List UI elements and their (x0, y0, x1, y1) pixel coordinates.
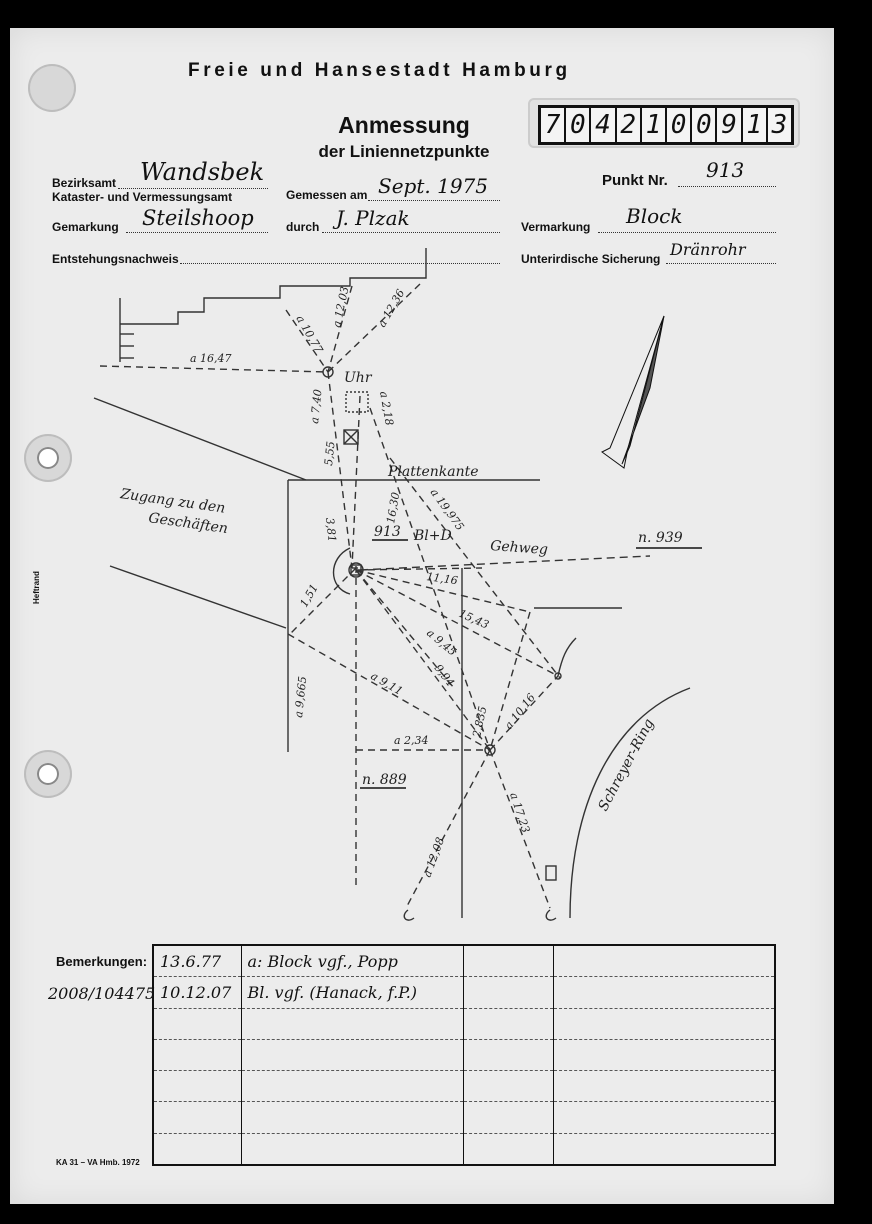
n939-label: n. 939 (638, 530, 683, 546)
code-digit: 9 (717, 108, 742, 142)
remarks-row (153, 977, 775, 1008)
measure-1016: a 10,16 (502, 691, 538, 732)
vermarkung-label: Vermarkung (521, 220, 591, 234)
remarks-row (153, 945, 775, 977)
remark-date (153, 1008, 241, 1039)
code-digit: 4 (591, 108, 616, 142)
punkt-label: Punkt Nr. (602, 172, 668, 189)
code-digit: 2 (617, 108, 642, 142)
remark-text: Bl. vgf. (Hanack, f.P.) (241, 977, 463, 1008)
kataster-label: Kataster- und Vermessungsamt (52, 190, 233, 204)
remark-text: a: Block vgf., Popp (241, 945, 463, 977)
measure-1723: a 17,23 (507, 790, 533, 835)
code-digit: 1 (743, 108, 768, 142)
remark-text (463, 1102, 553, 1133)
remark-text (241, 1008, 463, 1039)
measure-994: 9,94 (431, 661, 457, 690)
code-digit: 0 (566, 108, 591, 142)
heftrand-label: Heftrand (32, 571, 41, 604)
street-label: Schreyer-Ring (595, 716, 658, 814)
remark-text (553, 1039, 775, 1070)
remark-text (553, 977, 775, 1008)
remark-text (241, 1039, 463, 1070)
code-digit: 0 (667, 108, 692, 142)
measure-218: a 2,18 (377, 390, 396, 427)
remarks-row (153, 1102, 775, 1133)
survey-sketch (10, 28, 834, 948)
remark-text (553, 945, 775, 977)
city-header: Freie und Hansestadt Hamburg (188, 60, 571, 81)
measure-1236: a 12,36 (375, 287, 408, 330)
remark-date: 13.6.77 (153, 945, 241, 977)
remark-text (553, 1133, 775, 1165)
remarks-label: Bemerkungen: (56, 954, 148, 969)
remark-date (153, 1102, 241, 1133)
measure-381: 3,81 (323, 516, 339, 543)
remark-date: 10.12.07 (153, 977, 241, 1008)
form-footer: KA 31 – VA Hmb. 1972 (56, 1158, 140, 1167)
measure-9665: a 9,665 (292, 675, 310, 719)
remark-text (463, 1133, 553, 1165)
code-digit: 3 (771, 110, 788, 140)
code-digit: 1 (642, 108, 667, 142)
measure-1208: a 12,08 (420, 835, 448, 880)
sicherung-label: Unterirdische Sicherung (521, 252, 661, 266)
zugang-label-2: Geschäften (147, 510, 229, 538)
measure-945: a 9,45 (424, 626, 459, 659)
remark-text (241, 1102, 463, 1133)
durch-value: J. Plzak (336, 206, 410, 230)
gemarkung-value: Steilshoop (142, 206, 254, 230)
measure-1116: 11,16 (425, 570, 459, 588)
remark-text (553, 1102, 775, 1133)
remark-date (153, 1071, 241, 1102)
remarks-side-note: 2008/104475 (48, 984, 156, 1003)
vermarkung-value: Block (626, 204, 683, 228)
entstehung-label: Entstehungsnachweis (52, 252, 179, 266)
form-sheet (10, 28, 834, 1204)
measure-2835: 2,835 (470, 705, 490, 739)
n889-label: n. 889 (362, 772, 407, 788)
durch-label: durch (286, 220, 320, 234)
measure-555: 5,55 (322, 440, 338, 467)
code-digit: 0 (692, 108, 717, 142)
measure-1543: 15,43 (456, 606, 491, 632)
gemessen-label: Gemessen am (286, 188, 368, 202)
remark-text (463, 945, 553, 977)
uhr-label: Uhr (344, 370, 372, 386)
remark-text (463, 977, 553, 1008)
zugang-label-1: Zugang zu den (119, 486, 227, 517)
remark-text (553, 1071, 775, 1102)
measure-151: 1,51 (297, 581, 321, 610)
gehweg-label: Gehweg (489, 538, 549, 559)
gemarkung-label: Gemarkung (52, 220, 119, 234)
bezirksamt-value: Wandsbek (140, 158, 265, 186)
form-title: Anmessung (338, 112, 470, 138)
measure-740: a 7,40 (308, 388, 325, 425)
bl-d-label: Bl+D (414, 528, 452, 544)
gemessen-value: Sept. 1975 (378, 174, 488, 198)
remarks-row (153, 1071, 775, 1102)
remarks-row (153, 1039, 775, 1070)
remarks-row (153, 1133, 775, 1165)
measure-1203: a 12,03 (330, 285, 352, 329)
remark-text (463, 1071, 553, 1102)
remark-text (241, 1071, 463, 1102)
measure-1647: a 16,47 (190, 352, 232, 365)
remark-text (241, 1133, 463, 1165)
remark-date (153, 1039, 241, 1070)
sicherung-value: Dränrohr (670, 240, 746, 259)
remarks-row (153, 1008, 775, 1039)
measure-1975: a 19,975 (427, 486, 467, 534)
punkt-value: 913 (706, 158, 745, 182)
form-subtitle: der Liniennetzpunkte (318, 142, 490, 161)
measure-234: a 2,34 (394, 734, 429, 747)
point-913-label: 913 (374, 524, 401, 540)
remark-date (153, 1133, 241, 1165)
code-digit: 7 (541, 108, 566, 142)
measure-1630: 16,30 (384, 491, 403, 525)
remarks-table (152, 944, 776, 1166)
remark-text (553, 1008, 775, 1039)
remark-text (463, 1008, 553, 1039)
measure-911: a 9,11 (368, 669, 405, 698)
plattenkante-label: Plattenkante (388, 464, 479, 480)
bezirksamt-label: Bezirksamt (52, 176, 117, 190)
measure-1077: a 10,77 (293, 313, 326, 356)
remark-text (463, 1039, 553, 1070)
